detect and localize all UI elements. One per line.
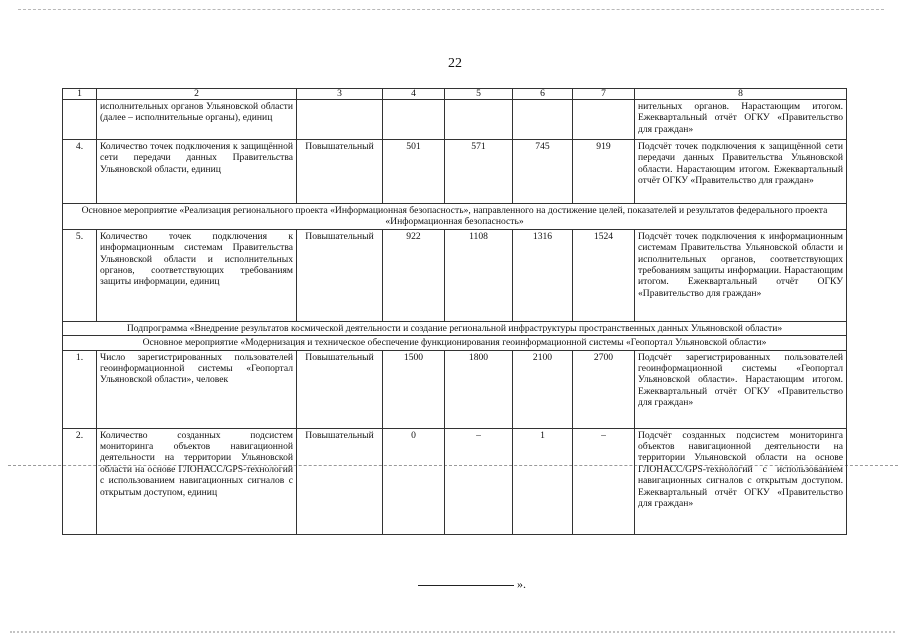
column-header: 2 bbox=[97, 89, 297, 100]
value-year-3: 1 bbox=[513, 428, 573, 534]
section-row bbox=[63, 336, 847, 350]
column-header: 6 bbox=[513, 89, 573, 100]
table-row bbox=[63, 229, 847, 321]
page-number: 22 bbox=[448, 56, 462, 71]
indicator-name: Количество созданных подсистем мониторинга объектов навигационной деятельности на территории Ульяновской области на основе ГЛОНАСС/GPS-технологий с использованием навигационных сигналов с открытым доступом, единиц bbox=[97, 428, 297, 534]
section-heading: Основное мероприятие «Модернизация и техническое обеспечение функционирования геоинформационной системы «Геопортал Ульяновской области» bbox=[63, 336, 847, 350]
section-row bbox=[63, 321, 847, 335]
scan-edge-top bbox=[18, 9, 884, 10]
table-row bbox=[63, 140, 847, 204]
indicator-type: Повышательный bbox=[297, 140, 383, 204]
indicators-table bbox=[62, 88, 847, 535]
value-year-4: – bbox=[573, 428, 635, 534]
closing-mark: ». bbox=[517, 577, 526, 591]
value-year-2: 571 bbox=[445, 140, 513, 204]
value-year-1: 0 bbox=[383, 428, 445, 534]
value-year-4: 2700 bbox=[573, 350, 635, 428]
column-header: 5 bbox=[445, 89, 513, 100]
table-row bbox=[63, 428, 847, 534]
indicator-type: Повышательный bbox=[297, 428, 383, 534]
value-year-3: 2100 bbox=[513, 350, 573, 428]
indicator-type: Повышательный bbox=[297, 229, 383, 321]
section-row bbox=[63, 204, 847, 230]
value-year-2: – bbox=[445, 428, 513, 534]
value-year-1: 922 bbox=[383, 229, 445, 321]
section-heading: Основное мероприятие «Реализация регионального проекта «Информационная безопасность», направленного на достижение целей, показателей и результатов федерального проекта «Информационная безопасность» bbox=[63, 204, 847, 230]
value-year-1: 1500 bbox=[383, 350, 445, 428]
calculation-method: нительных органов. Нарастающим итогом. Ежеквартальный отчёт ОГКУ «Правительство для граждан» bbox=[635, 100, 847, 140]
closing-rule bbox=[418, 585, 514, 586]
value-year-2: 1108 bbox=[445, 229, 513, 321]
subprogram-heading: Подпрограмма «Внедрение результатов космической деятельности и создание региональной инфраструктуры пространственных данных Ульяновской области» bbox=[63, 321, 847, 335]
indicator-name: Количество точек подключения к информационным системам Правительства Ульяновской области и исполнительных органов, соответствующих требованиям защиты информации, единиц bbox=[97, 229, 297, 321]
row-number bbox=[63, 100, 97, 140]
column-header: 1 bbox=[63, 89, 97, 100]
value-year-4: 1524 bbox=[573, 229, 635, 321]
calculation-method: Подсчёт точек подключения к информационным системам Правительства Ульяновской области и исполнительных органов, соответствующих требованиям защиты информации. Нарастающим итогом. Ежеквартальный отчёт ОГКУ «Правительство для граждан» bbox=[635, 229, 847, 321]
table-header-row bbox=[63, 89, 847, 100]
column-header: 3 bbox=[297, 89, 383, 100]
indicator-name: исполнительных органов Ульяновской области (далее – исполнительные органы), единиц bbox=[97, 100, 297, 140]
column-header: 7 bbox=[573, 89, 635, 100]
value-year-4: 919 bbox=[573, 140, 635, 204]
row-number: 5. bbox=[63, 229, 97, 321]
row-number: 1. bbox=[63, 350, 97, 428]
value-year-3: 745 bbox=[513, 140, 573, 204]
calculation-method: Подсчёт точек подключения к защищённой сети передачи данных Правительства Ульяновской области. Нарастающим итогом. Ежеквартальный отчёт ОГКУ «Правительство для граждан» bbox=[635, 140, 847, 204]
value-year-3: 1316 bbox=[513, 229, 573, 321]
value-year-1: 501 bbox=[383, 140, 445, 204]
scan-edge-bottom bbox=[10, 631, 895, 633]
calculation-method: Подсчёт зарегистрированных пользователей геоинформационной системы «Геопортал Ульяновской области». Нарастающим итогом. Ежеквартальный отчёт ОГКУ «Правительство для граждан» bbox=[635, 350, 847, 428]
row-number: 2. bbox=[63, 428, 97, 534]
document-closing bbox=[418, 577, 526, 592]
column-header: 8 bbox=[635, 89, 847, 100]
table-row bbox=[63, 100, 847, 140]
indicator-name: Число зарегистрированных пользователей геоинформационной системы «Геопортал Ульяновской области», человек bbox=[97, 350, 297, 428]
indicator-type: Повышательный bbox=[297, 350, 383, 428]
column-header: 4 bbox=[383, 89, 445, 100]
value-year-2: 1800 bbox=[445, 350, 513, 428]
row-number: 4. bbox=[63, 140, 97, 204]
indicator-name: Количество точек подключения к защищённой сети передачи данных Правительства Ульяновской области, единиц bbox=[97, 140, 297, 204]
table-row bbox=[63, 350, 847, 428]
calculation-method: Подсчёт созданных подсистем мониторинга объектов навигационной деятельности на территории Ульяновской области на основе ГЛОНАСС/GPS-технологий с использованием навигационных сигналов с открытым доступом. Ежеквартальный отчёт ОГКУ «Правительство для граждан» bbox=[635, 428, 847, 534]
